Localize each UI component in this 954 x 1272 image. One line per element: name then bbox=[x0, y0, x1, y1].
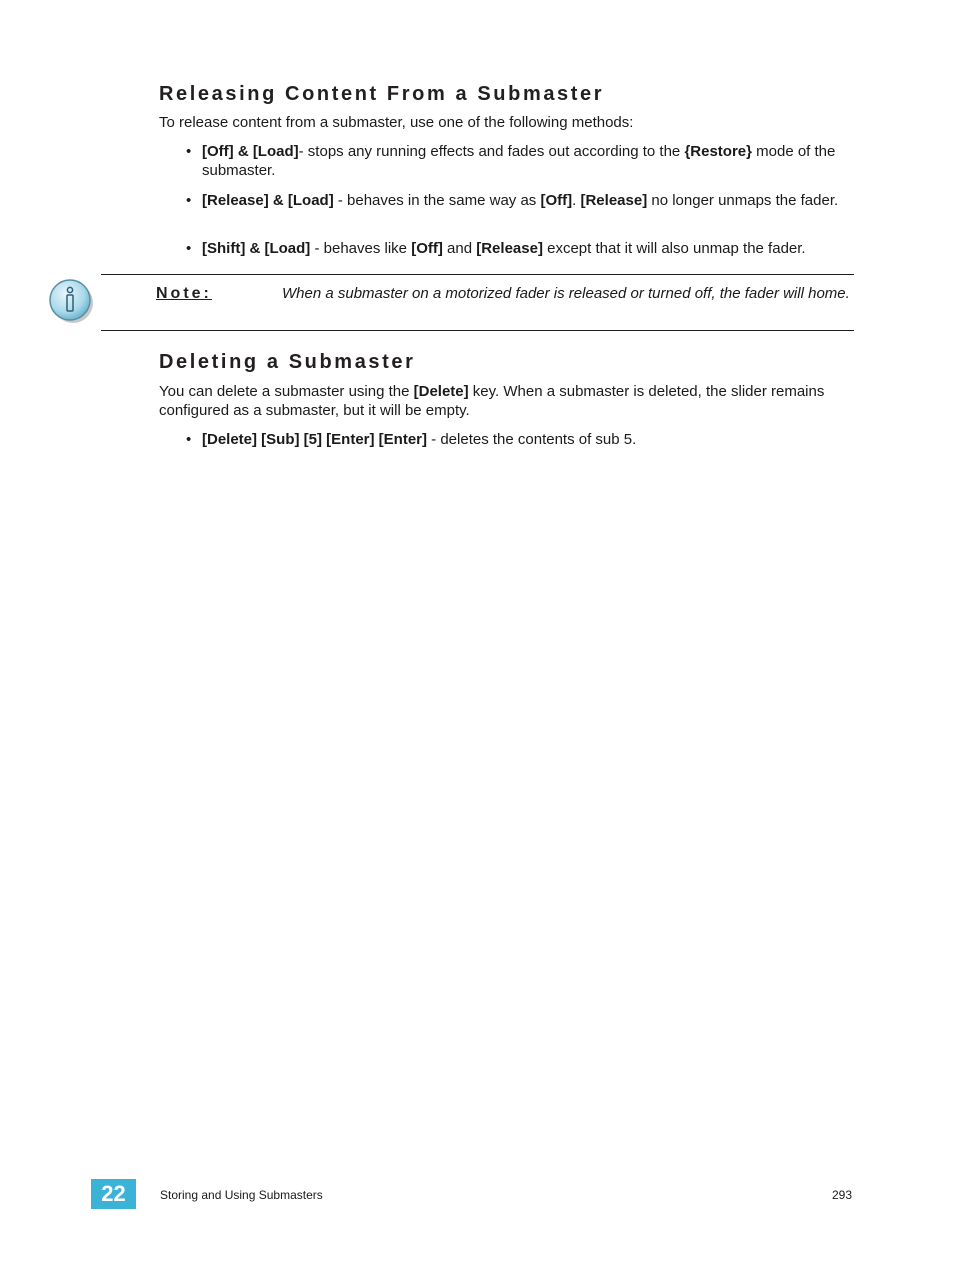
intro-text: key. When a submaster is deleted, the slider remains configured as a submaster, but it will be empty. bbox=[159, 383, 825, 419]
note-top-rule bbox=[101, 274, 854, 275]
key-name: [Off] bbox=[411, 240, 443, 257]
bullet-text: - deletes the contents of sub 5. bbox=[427, 431, 637, 448]
intro-text: You can delete a submaster using the bbox=[159, 383, 414, 400]
key-sequence: [Shift] & [Load] bbox=[202, 240, 311, 257]
bullet-shift-load bbox=[202, 239, 854, 258]
key-name: [Release] bbox=[476, 240, 543, 257]
bullet-text: mode of the submaster. bbox=[202, 143, 836, 179]
key-name: [Off] bbox=[540, 192, 573, 209]
note-label: Note: bbox=[156, 285, 212, 302]
note-text: When a submaster on a motorized fader is released or turned off, the fader will home. bbox=[282, 285, 850, 302]
footer-chapter-title: Storing and Using Submasters bbox=[160, 1188, 323, 1202]
bullet-off-load bbox=[202, 142, 854, 180]
bullet-release-load bbox=[202, 191, 854, 210]
page-number: 293 bbox=[831, 1188, 852, 1202]
bullet-text: - behaves like bbox=[310, 240, 412, 257]
key-sequence: [Release] & [Load] bbox=[202, 192, 334, 209]
bullet-text: - behaves in the same way as bbox=[333, 192, 541, 209]
key-name: {Restore} bbox=[684, 143, 752, 160]
info-icon bbox=[48, 278, 96, 326]
chapter-badge: 22 bbox=[91, 1179, 136, 1209]
bullet-marker: • bbox=[186, 240, 192, 257]
section-heading-releasing: Releasing Content From a Submaster bbox=[159, 83, 605, 105]
bullet-text: . bbox=[572, 192, 581, 209]
key-sequence: [Delete] [Sub] [5] [Enter] [Enter] bbox=[202, 431, 427, 448]
key-name: [Release] bbox=[580, 192, 648, 209]
bullet-delete-sub bbox=[202, 430, 854, 449]
bullet-text: no longer unmaps the fader. bbox=[647, 192, 839, 209]
releasing-intro: To release content from a submaster, use one of the following methods: bbox=[159, 114, 634, 131]
key-sequence: [Off] & [Load] bbox=[202, 143, 299, 160]
key-name: [Delete] bbox=[413, 383, 469, 400]
bullet-marker: • bbox=[186, 143, 192, 160]
deleting-intro bbox=[159, 382, 854, 420]
note-bottom-rule bbox=[101, 330, 854, 331]
bullet-marker: • bbox=[186, 431, 192, 448]
bullet-marker: • bbox=[186, 192, 192, 209]
bullet-text: and bbox=[442, 240, 477, 257]
section-heading-deleting: Deleting a Submaster bbox=[159, 351, 416, 373]
bullet-text: except that it will also unmap the fader. bbox=[542, 240, 806, 257]
bullet-text: - stops any running effects and fades out according to the bbox=[298, 143, 685, 160]
